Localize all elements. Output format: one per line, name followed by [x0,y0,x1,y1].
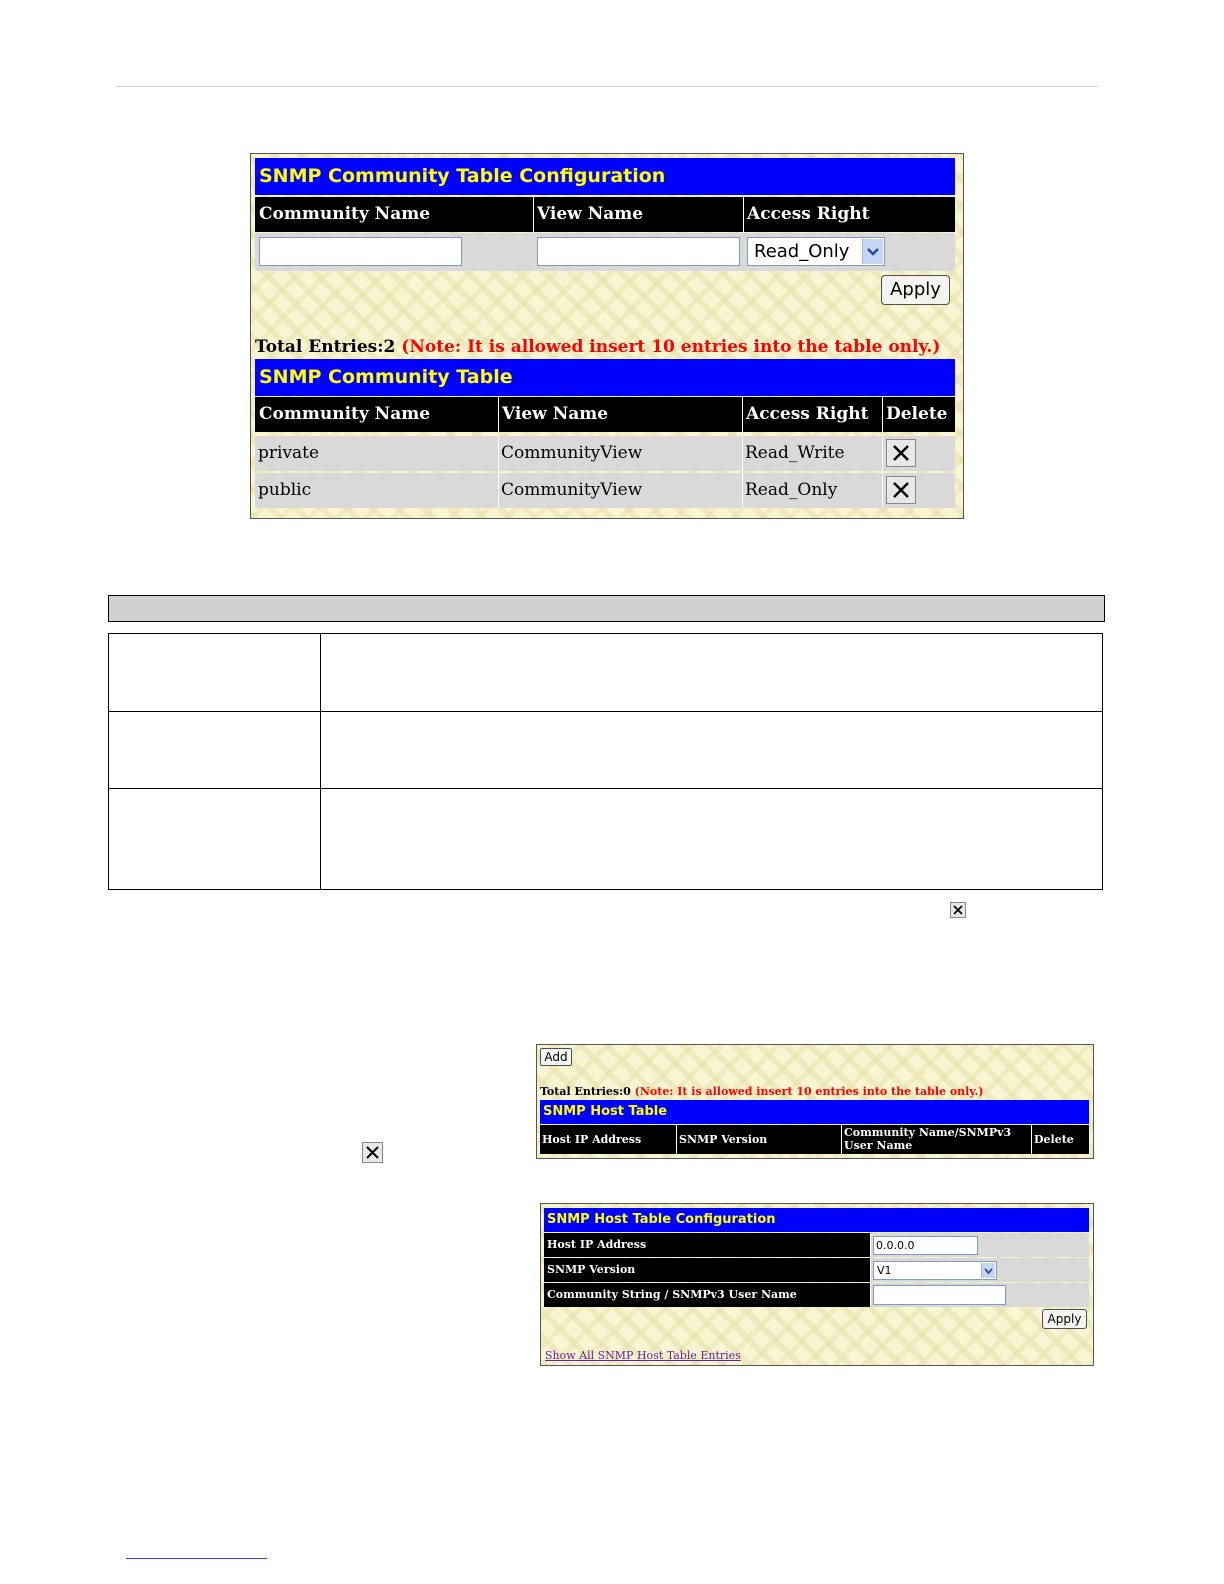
delete-public-button[interactable] [886,476,916,504]
snmp-version-selected-value: V1 [877,1264,892,1277]
table-row-community: public [255,473,499,508]
description-text-cell [321,712,1102,788]
description-row [109,634,1102,712]
host-total-entries [540,1085,984,1098]
total-entries-label: Total Entries:0 [540,1085,631,1098]
community-string-label: Community String / SNMPv3 User Name [544,1283,871,1307]
close-icon [887,477,915,503]
host-header-ip: Host IP Address [540,1125,677,1154]
config-header-view-name: View Name [534,197,744,232]
table-row-community: private [255,436,499,471]
table-row-view: CommunityView [499,436,743,471]
chevron-down-icon[interactable] [981,1263,995,1278]
description-table [108,633,1103,890]
community-apply-button[interactable]: Apply [881,275,950,305]
description-text-cell [321,634,1102,711]
inline-delete-icon [362,1142,383,1163]
snmp-version-label: SNMP Version [544,1258,871,1282]
description-param-cell [109,712,321,788]
host-add-button[interactable]: Add [540,1048,572,1066]
description-param-cell [109,789,321,889]
description-param-cell [109,634,321,711]
host-table-panel [536,1044,1094,1159]
description-text-cell [321,789,1102,889]
community-total-entries [255,337,940,357]
show-all-host-entries-link[interactable]: Show All SNMP Host Table Entries [545,1349,741,1362]
host-config-panel [540,1203,1094,1366]
table-header-access-right: Access Right [743,397,883,432]
view-name-input[interactable] [537,237,740,266]
access-right-selected-value: Read_Only [754,241,850,262]
table-header-delete: Delete [883,397,955,432]
host-header-delete: Delete [1032,1125,1089,1154]
access-right-select[interactable] [747,237,885,266]
host-apply-button[interactable]: Apply [1042,1309,1087,1329]
table-header-community-name: Community Name [255,397,499,432]
entries-note: (Note: It is allowed insert 10 entries into the table only.) [401,337,941,357]
table-row-access: Read_Only [743,473,883,508]
host-config-title: SNMP Host Table Configuration [544,1208,1089,1232]
host-table-title: SNMP Host Table [540,1100,1089,1124]
community-config-title: SNMP Community Table Configuration [255,158,955,195]
description-row [109,789,1102,889]
config-header-community-name: Community Name [255,197,534,232]
description-row [109,712,1102,789]
host-ip-input[interactable]: 0.0.0.0 [873,1236,978,1255]
close-icon [363,1143,382,1162]
close-icon [951,903,965,917]
close-icon [887,440,915,466]
chevron-down-icon[interactable] [862,239,883,264]
community-name-input[interactable] [259,237,462,266]
host-header-version: SNMP Version [677,1125,842,1154]
description-table-header [108,595,1105,622]
community-string-input[interactable] [873,1285,1006,1305]
delete-private-button[interactable] [886,439,916,467]
inline-delete-icon [950,902,966,918]
community-table-title: SNMP Community Table [255,359,955,396]
footer-link-rule [126,1558,267,1559]
community-panel [250,153,964,519]
host-ip-label: Host IP Address [544,1233,871,1257]
total-entries-label: Total Entries:2 [255,337,396,357]
config-header-access-right: Access Right [744,197,955,232]
host-header-community: Community Name/SNMPv3 User Name [842,1125,1032,1154]
snmp-version-select[interactable] [873,1261,997,1280]
entries-note: (Note: It is allowed insert 10 entries into the table only.) [634,1085,984,1098]
table-header-view-name: View Name [499,397,743,432]
table-row-access: Read_Write [743,436,883,471]
table-row-view: CommunityView [499,473,743,508]
page-header-rule [116,86,1098,87]
